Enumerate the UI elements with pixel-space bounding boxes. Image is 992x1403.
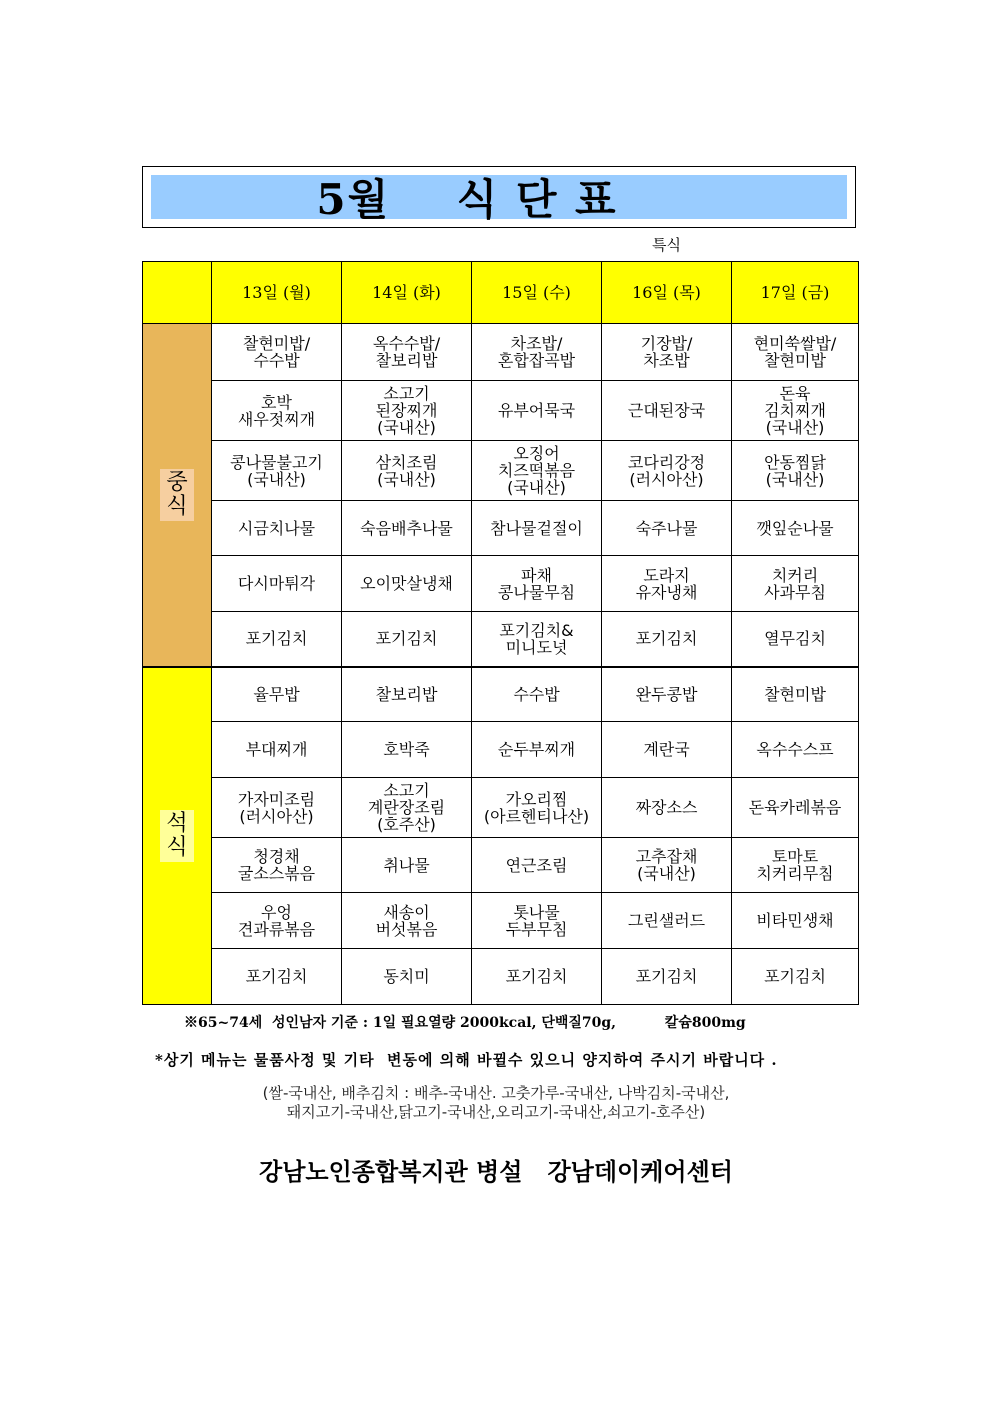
lunch-row xyxy=(143,324,859,381)
menu-cell: 포기김치 xyxy=(602,949,732,1005)
menu-cell: 오이맛살냉채 xyxy=(342,556,472,612)
menu-cell: 차조밥/ 혼합잡곡밥 xyxy=(472,324,602,381)
menu-cell: 포기김치 xyxy=(732,949,859,1005)
menu-cell: 찰현미밥/ 수수밥 xyxy=(212,324,342,381)
title-box xyxy=(142,166,856,228)
menu-cell: 포기김치 xyxy=(602,612,732,667)
day-header: 14일 (화) xyxy=(342,262,472,324)
menu-cell: 가자미조림 (러시아산) xyxy=(212,778,342,838)
menu-cell: 다시마튀각 xyxy=(212,556,342,612)
header-corner xyxy=(143,262,212,324)
change-note: *상기 메뉴는 물품사정 및 기타 변동에 의해 바뀔수 있으니 양지하여 주시기 바랍니다 . xyxy=(155,1051,778,1069)
menu-cell: 완두콩밥 xyxy=(602,667,732,722)
menu-cell: 코다리강정 (러시아산) xyxy=(602,441,732,501)
menu-cell: 포기김치& 미니도넛 xyxy=(472,612,602,667)
footer-center-name: 강남노인종합복지관 병설 강남데이케어센터 xyxy=(259,1157,733,1186)
header-row xyxy=(143,262,859,324)
menu-cell: 찰보리밥 xyxy=(342,667,472,722)
dinner-label-cell xyxy=(143,667,212,1005)
menu-cell: 호박 새우젓찌개 xyxy=(212,381,342,441)
menu-cell: 호박죽 xyxy=(342,722,472,778)
menu-cell: 오징어 치즈떡볶음 (국내산) xyxy=(472,441,602,501)
menu-cell: 콩나물불고기 (국내산) xyxy=(212,441,342,501)
dinner-row xyxy=(143,778,859,838)
lunch-row xyxy=(143,556,859,612)
menu-cell: 삼치조림 (국내산) xyxy=(342,441,472,501)
menu-cell: 안동찜닭 (국내산) xyxy=(732,441,859,501)
menu-cell: 돈육카레볶음 xyxy=(732,778,859,838)
menu-cell: 숙주나물 xyxy=(602,501,732,556)
menu-cell: 부대찌개 xyxy=(212,722,342,778)
special-label: 특식 xyxy=(652,236,681,254)
menu-cell: 포기김치 xyxy=(212,612,342,667)
menu-cell: 고추잡채 (국내산) xyxy=(602,838,732,893)
menu-cell: 파채 콩나물무침 xyxy=(472,556,602,612)
menu-cell: 소고기 된장찌개 (국내산) xyxy=(342,381,472,441)
menu-cell: 포기김치 xyxy=(472,949,602,1005)
menu-cell: 돈육 김치찌개 (국내산) xyxy=(732,381,859,441)
lunch-row xyxy=(143,501,859,556)
menu-cell: 도라지 유자냉채 xyxy=(602,556,732,612)
menu-cell: 율무밥 xyxy=(212,667,342,722)
menu-cell: 순두부찌개 xyxy=(472,722,602,778)
day-header: 16일 (목) xyxy=(602,262,732,324)
lunch-row xyxy=(143,612,859,667)
menu-cell: 톳나물 두부무침 xyxy=(472,893,602,949)
dinner-row xyxy=(143,949,859,1005)
day-header: 15일 (수) xyxy=(472,262,602,324)
menu-cell: 토마토 치커리무침 xyxy=(732,838,859,893)
menu-cell: 청경채 굴소스볶음 xyxy=(212,838,342,893)
day-header: 13일 (월) xyxy=(212,262,342,324)
nutrition-note: ※65~74세 성인남자 기준 : 1일 필요열량 2000kcal, 단백질70g, 칼슘800mg xyxy=(184,1015,746,1031)
dinner-row xyxy=(143,893,859,949)
title-bar xyxy=(151,175,847,224)
lunch-row xyxy=(143,381,859,441)
dinner-row xyxy=(143,667,859,722)
menu-table xyxy=(142,261,859,1005)
menu-cell: 숙음배추나물 xyxy=(342,501,472,556)
menu-cell: 시금치나물 xyxy=(212,501,342,556)
lunch-row xyxy=(143,441,859,501)
menu-cell: 찰현미밥 xyxy=(732,667,859,722)
menu-cell: 옥수수스프 xyxy=(732,722,859,778)
day-header: 17일 (금) xyxy=(732,262,859,324)
menu-cell: 취나물 xyxy=(342,838,472,893)
menu-cell: 계란국 xyxy=(602,722,732,778)
menu-cell: 소고기 계란장조림 (호주산) xyxy=(342,778,472,838)
menu-cell: 비타민생채 xyxy=(732,893,859,949)
menu-cell: 그린샐러드 xyxy=(602,893,732,949)
menu-cell: 깻잎순나물 xyxy=(732,501,859,556)
menu-cell: 참나물겉절이 xyxy=(472,501,602,556)
menu-cell: 기장밥/ 차조밥 xyxy=(602,324,732,381)
menu-cell: 우엉 견과류볶음 xyxy=(212,893,342,949)
menu-cell: 치커리 사과무침 xyxy=(732,556,859,612)
dinner-row xyxy=(143,838,859,893)
menu-cell: 열무김치 xyxy=(732,612,859,667)
menu-cell: 동치미 xyxy=(342,949,472,1005)
menu-cell: 연근조림 xyxy=(472,838,602,893)
lunch-label-cell xyxy=(143,324,212,667)
dinner-row xyxy=(143,722,859,778)
menu-cell: 가오리찜 (아르헨티나산) xyxy=(472,778,602,838)
page-title: 5월 식 단 표 xyxy=(316,175,618,224)
menu-cell: 포기김치 xyxy=(212,949,342,1005)
dinner-label: 석 식 xyxy=(160,810,193,862)
menu-cell: 유부어묵국 xyxy=(472,381,602,441)
menu-cell: 새송이 버섯볶음 xyxy=(342,893,472,949)
menu-cell: 현미쑥쌀밥/ 찰현미밥 xyxy=(732,324,859,381)
menu-cell: 수수밥 xyxy=(472,667,602,722)
menu-cell: 짜장소스 xyxy=(602,778,732,838)
lunch-label: 중 식 xyxy=(160,469,193,521)
menu-cell: 포기김치 xyxy=(342,612,472,667)
origin-note: (쌀-국내산, 배추김치 : 배추-국내산. 고춧가루-국내산, 나박김치-국내산, 돼지고기-국내산,닭고기-국내산,오리고기-국내산,쇠고기-호주산) xyxy=(262,1084,730,1121)
menu-cell: 옥수수밥/ 찰보리밥 xyxy=(342,324,472,381)
menu-cell: 근대된장국 xyxy=(602,381,732,441)
